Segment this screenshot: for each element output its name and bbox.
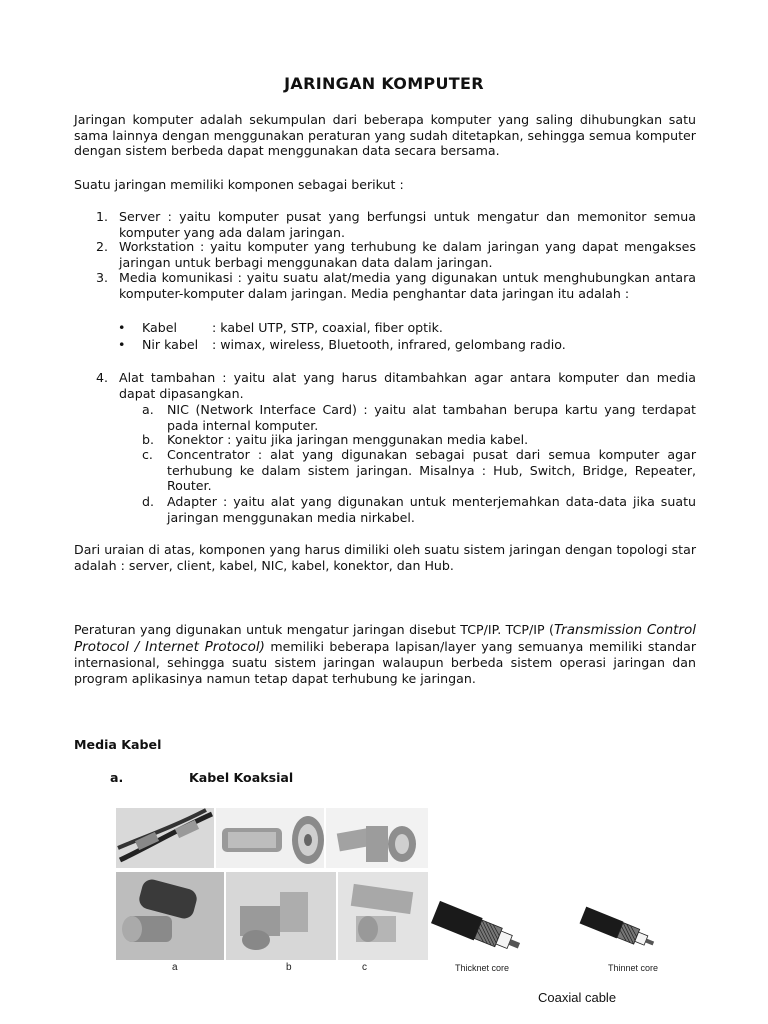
coax-cable-diagrams [430, 900, 680, 962]
document-page: JARINGAN KOMPUTER Jaringan komputer adalah sekumpulan dari beberapa komputer yang saling dihubungkan satu sama lainnya dengan menggunakan peraturan yang sudah ditetapkan, sehingga semua komputer dengan sistem berbeda dapat menggunakan data secara bersama. Suatu jaringan memiliki komponen sebagai berikut : 1. Server : yaitu komputer pusat yang berfungsi untuk mengatur dan memonitor semua komputer yang ada dalam jaringan. 2. Workstation : yaitu komputer yang terhubung ke dalam jaringan yang dapat mengakses jaringan untuk berbagi menggunakan data dalam jaringan. 3. Media komunikasi : yaitu suatu alat/media yang digunakan untuk menghubungkan antara komputer-komputer dalam jaringan. Media penghantar data jaringan itu adalah : • Kabel : kabel UTP, STP, coaxial, fiber optik. • Nir kabel : wimax, wireless, Bluetooth, infrared, gelombang radio. 4. Alat tambahan : yaitu alat yang harus ditambahkan agar antara komputer dan media dapat dipasangkan. a. NIC (Network Interface Card) : yaitu alat tambahan berupa kartu yang terdapat pada internal komputer. b. Konektor : yaitu jika jaringan menggunakan media kabel. c. Concentrator : alat yang digunakan sebagai pusat dari semua komputer agar terhubung ke dalam sistem jaringan. Misalnya : Hub, Switch, Bridge, Repeater, Router. d. Adapter : yaitu alat yang digunakan untuk menterjemahkan data-data jika suatu jaringan menggunakan media nirkabel. Dari uraian di atas, komponen yang harus dimiliki oleh suatu sistem jaringan dengan topologi star adalah : server, client, kabel, NIC, kabel, konektor, dan Hub. Peraturan yang digunakan untuk mengatur jaringan disebut TCP/IP. TCP/IP (Transmission Control Protocol / Internet Protocol) memiliki beberapa lapisan/layer yang semuanya memiliki standar internasional, sehingga suatu sistem jaringan walaupun berbeda sistem operasi jaringan dan program aplikasinya namun tetap dapat terhubung ke jaringan. Media Kabel a. Kabel Koaksial a b c Thicknet core Thinnet core Coaxial cable [0, 0, 768, 1024]
figure-caption: Coaxial cable [538, 990, 617, 1005]
sub-heading-num: a. [110, 770, 124, 785]
page-title: JARINGAN KOMPUTER [284, 74, 484, 93]
components-intro: Suatu jaringan memiliki komponen sebagai berikut : [74, 177, 404, 192]
protocol-italic: Transmission Control Protocol / Internet Protocol) [74, 622, 696, 655]
list-item-workstation: 2. Workstation : yaitu komputer yang terhubung ke dalam jaringan yang dapat mengakses jaringan untuk berbagi menggunakan data dalam jaringan. [96, 239, 696, 270]
summary-paragraph: Dari uraian di atas, komponen yang harus dimiliki oleh suatu sistem jaringan dengan topologi star adalah : server, client, kabel, NIC, kabel, konektor, dan Hub. [74, 542, 696, 573]
photo-label-b: b [286, 962, 292, 973]
connector-photos-illustration [116, 808, 428, 960]
coax-connector-photos [116, 808, 428, 960]
sub-item-adapter: d. Adapter : yaitu alat yang digunakan untuk menterjemahkan data-data jika suatu jaringan menggunakan media nirkabel. [142, 494, 696, 525]
intro-paragraph: Jaringan komputer adalah sekumpulan dari beberapa komputer yang saling dihubungkan satu sama lainnya dengan menggunakan peraturan yang sudah ditetapkan, sehingga semua komputer dengan sistem berbeda dapat menggunakan data secara bersama. [74, 112, 696, 158]
photo-label-c: c [362, 962, 367, 973]
sub-item-nic: a. NIC (Network Interface Card) : yaitu alat tambahan berupa kartu yang terdapat pada internal komputer. [142, 402, 696, 433]
list-item-media: 3. Media komunikasi : yaitu suatu alat/media yang digunakan untuk menghubungkan antara komputer-komputer dalam jaringan. Media penghantar data jaringan itu adalah : [96, 270, 696, 301]
thinnet-caption: Thinnet core [608, 963, 659, 973]
coax-cross-section-diagram [430, 900, 680, 962]
sub-item-konektor: b. Konektor : yaitu jika jaringan menggunakan media kabel. [142, 432, 529, 447]
photo-label-a: a [172, 962, 178, 973]
thicknet-caption: Thicknet core [455, 963, 510, 973]
sub-item-concentrator: c. Concentrator : alat yang digunakan sebagai pusat dari semua komputer agar terhubung ke dalam sistem jaringan. Misalnya : Hub, Switch, Bridge, Repeater, Router. [142, 447, 696, 493]
protocol-paragraph: Peraturan yang digunakan untuk mengatur jaringan disebut TCP/IP. TCP/IP (Transmission Control Protocol / Internet Protocol) memiliki beberapa lapisan/layer yang semuanya memiliki standar internasional, sehingga suatu sistem jaringan walaupun berbeda sistem operasi jaringan dan program aplikasinya namun tetap dapat terhubung ke jaringan. [74, 622, 697, 686]
media-heading: Media Kabel [74, 737, 162, 752]
list-item-server: 1. Server : yaitu komputer pusat yang berfungsi untuk mengatur dan memonitor semua komputer yang ada dalam jaringan. [96, 209, 696, 240]
list-item-alat-tambahan: 4. Alat tambahan : yaitu alat yang harus ditambahkan agar antara komputer dan media dapat dipasangkan. [96, 370, 696, 401]
sub-heading: Kabel Koaksial [189, 770, 294, 785]
